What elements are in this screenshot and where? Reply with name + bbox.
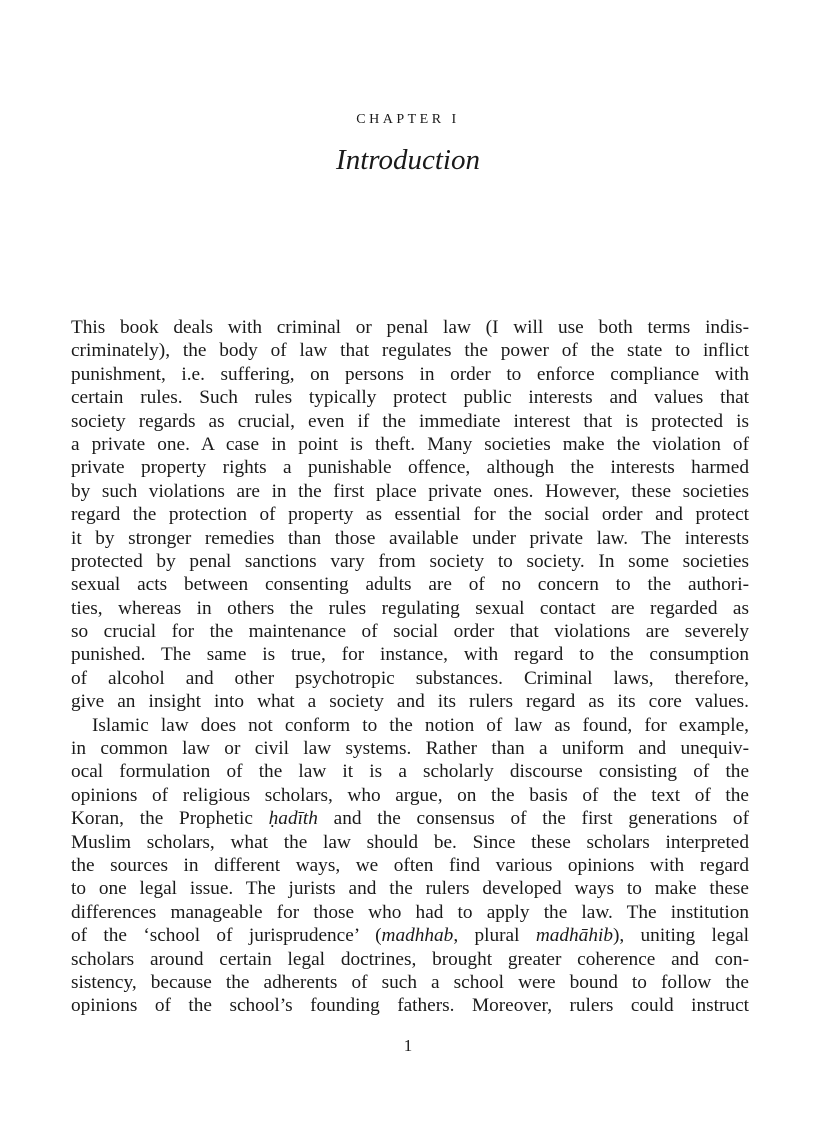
text-line: private property rights a punishable offence, although the interests harmed	[71, 457, 749, 479]
text-run: and the consensus of the first generations of	[317, 808, 749, 830]
text-line: a private one. A case in point is theft. Many societies make the violation of	[71, 433, 749, 455]
text-line: ocal formulation of the law it is a scholarly discourse consisting of the	[71, 761, 749, 783]
paragraph-1	[71, 316, 749, 714]
text-line: criminately), the body of law that regulates the power of the state to inflict	[71, 340, 749, 362]
text-line: punishment, i.e. suffering, on persons in order to enforce compliance with	[71, 363, 749, 385]
text-line: by such violations are in the first place private ones. However, these societies	[71, 480, 749, 502]
term-hadith: ḥadīth	[268, 808, 318, 830]
text-line: protected by penal sanctions vary from society to society. In some societies	[71, 550, 749, 572]
body-text	[71, 316, 749, 1018]
text-line: scholars around certain legal doctrines, brought greater coherence and con-	[71, 948, 749, 970]
text-line: This book deals with criminal or penal law (I will use both terms indis-	[71, 317, 749, 338]
text-line: to one legal issue. The jurists and the rulers developed ways to make these	[71, 878, 749, 900]
text-line: so crucial for the maintenance of social order that violations are severely	[71, 621, 749, 643]
term-madhahib: madhāhib	[535, 925, 613, 947]
chapter-label: CHAPTER I	[356, 112, 460, 127]
text-line: give an insight into what a society and its rulers regard as its core values.	[71, 691, 749, 713]
text-line: punished. The same is true, for instance, with regard to the consumption	[71, 644, 749, 666]
text-line: the sources in different ways, we often find various opinions with regard	[71, 854, 749, 876]
text-line: of alcohol and other psychotropic substances. Criminal laws, therefore,	[71, 667, 749, 689]
text-line: Islamic law does not conform to the notion of law as found, for example,	[92, 714, 749, 736]
paragraph-2	[71, 714, 749, 1018]
text-line: sistency, because the adherents of such a school were bound to follow the	[71, 971, 749, 993]
text-line: differences manageable for those who had to apply the law. The institution	[71, 901, 749, 923]
text-line: society regards as crucial, even if the immediate interest that is protected is	[71, 410, 749, 432]
text-run: of the ‘school of jurisprudence’ (	[71, 925, 382, 947]
term-madhhab: madhhab	[381, 925, 454, 947]
chapter-title: Introduction	[336, 144, 480, 176]
text-line: in common law or civil law systems. Rather than a uniform and unequiv-	[71, 738, 749, 760]
text-line-koran	[71, 807, 749, 830]
page-number: 1	[403, 1036, 413, 1055]
text-line: it by stronger remedies than those available under private law. The interests	[71, 527, 749, 549]
text-run: Koran, the Prophetic	[71, 808, 269, 830]
text-line: ties, whereas in others the rules regulating sexual contact are regarded as	[71, 597, 749, 619]
text-line: opinions of the school’s founding fathers. Moreover, rulers could instruct	[71, 995, 749, 1017]
text-run: ), uniting legal	[612, 925, 749, 947]
text-line: certain rules. Such rules typically protect public interests and values that	[71, 387, 749, 409]
text-line: opinions of religious scholars, who argue, on the basis of the text of the	[71, 784, 749, 806]
text-line: Muslim scholars, what the law should be. Since these scholars interpreted	[71, 831, 749, 853]
text-line-school	[71, 924, 749, 947]
text-run: , plural	[453, 925, 536, 947]
text-line: regard the protection of property as essential for the social order and protect	[71, 504, 749, 526]
text-line: sexual acts between consenting adults are of no concern to the authori-	[71, 574, 749, 596]
